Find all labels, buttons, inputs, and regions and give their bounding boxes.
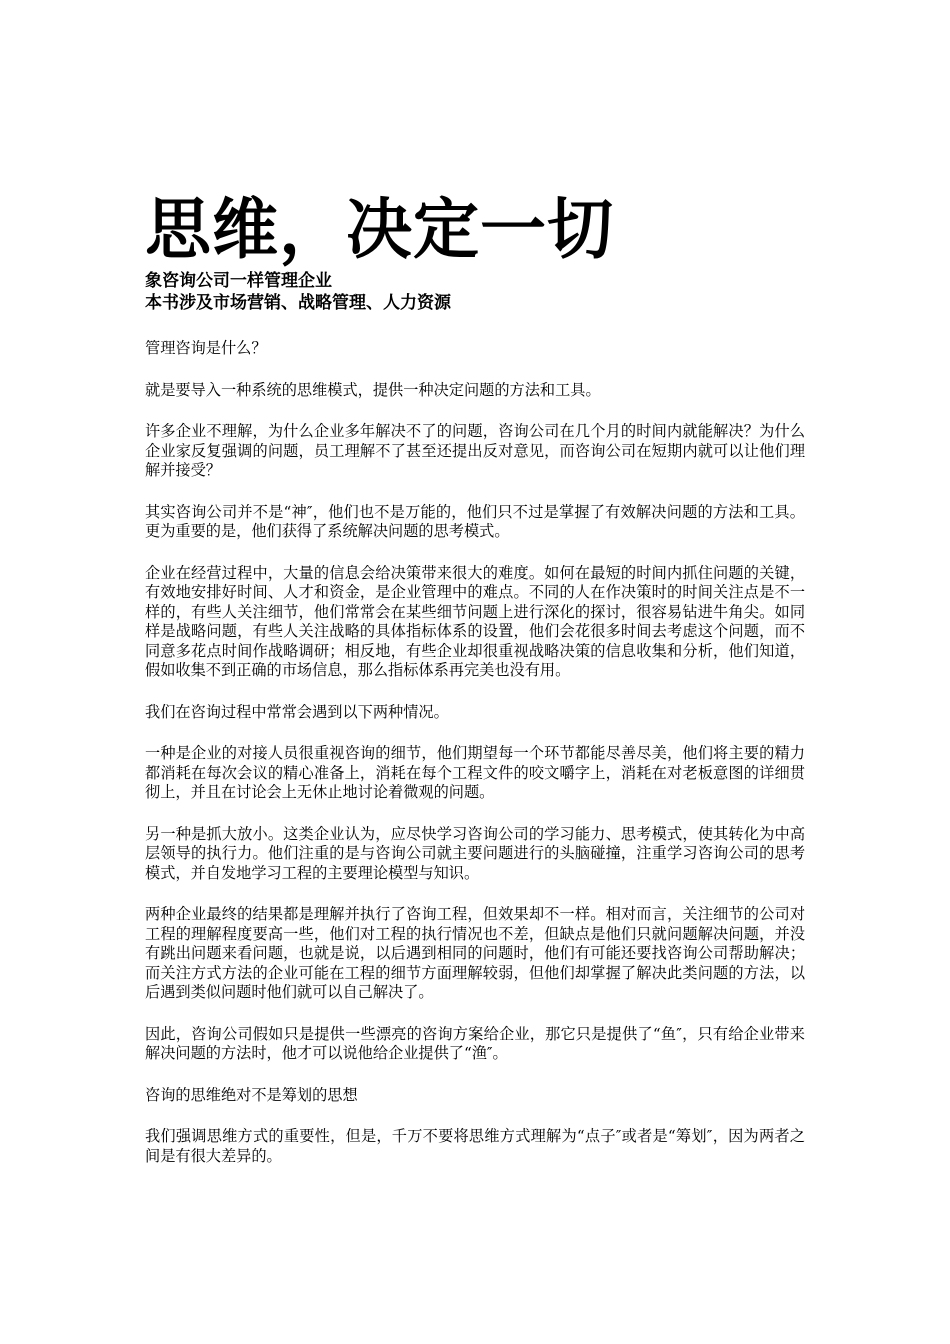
section-heading: 咨询的思维绝对不是筹划的思想 [145, 1085, 358, 1104]
paragraph-8: 另一种是抓大放小。这类企业认为，应尽快学习咨询公司的学习能力、思考模式，使其转化为中高层领导的执行力。他们注重的是与咨询公司就主要问题进行的头脑碰撞，注重学习咨询公司的思考模式，并自发地学习工程的主要理论模型与知识。 [145, 824, 805, 882]
paragraph-10: 因此，咨询公司假如只是提供一些漂亮的咨询方案给企业，那它只是提供了“鱼″，只有给企业带来解决问题的方法时，他才可以说他给企业提供了“渔″。 [145, 1024, 805, 1062]
paragraph-5: 企业在经营过程中，大量的信息会给决策带来很大的难度。如何在最短的时间内抓住问题的关键，有效地安排好时间、人才和资金，是企业管理中的难点。不同的人在作决策时的时间关注点是不一样的，有些人关注细节，他们常常会在某些细节问题上进行深化的探讨，很容易钻进牛角尖。如同样是战略问题，有些人关注战略的具体指标体系的设置，他们会花很多时间去考虑这个问题，而不同意多花点时间作战略调研；相反地，有些企业却很重视战略决策的信息收集和分析，他们知道，假如收集不到正确的市场信息，那么指标体系再完美也没有用。 [145, 563, 805, 679]
document-title: 思维，决定一切 [145, 191, 614, 268]
document-page [145, 190, 805, 1166]
paragraph-4: 其实咨询公司并不是“神″，他们也不是万能的，他们只不过是掌握了有效解决问题的方法和工具。更为重要的是，他们获得了系统解决问题的思考模式。 [145, 502, 805, 540]
paragraph-6: 我们在咨询过程中常常会遇到以下两种情况。 [145, 702, 449, 721]
paragraph-11: 我们强调思维方式的重要性，但是，千万不要将思维方式理解为“点子″或者是“筹划″，因为两者之间是有很大差异的。 [145, 1127, 805, 1165]
paragraph-3: 许多企业不理解，为什么企业多年解决不了的问题，咨询公司在几个月的时间内就能解决？为什么企业家反复强调的问题，员工理解不了甚至还提出反对意见，而咨询公司在短期内就可以让他们理解并接受？ [145, 422, 805, 479]
paragraph-1: 管理咨询是什么？ [145, 339, 267, 357]
subtitle-1: 象咨询公司一样管理企业 [145, 271, 332, 291]
paragraph-2: 就是要导入一种系统的思维模式，提供一种决定问题的方法和工具。 [145, 380, 601, 399]
paragraph-9: 两种企业最终的结果都是理解并执行了咨询工程，但效果却不一样。相对而言，关注细节的公司对工程的理解程度要高一些，他们对工程的执行情况也不差，但缺点是他们只就问题解决问题，并没有跳出问题来看问题，也就是说，以后遇到相同的问题时，他们有可能还要找咨询公司帮助解决；而关注方式方法的企业可能在工程的细节方面理解较弱，但他们却掌握了解决此类问题的方法，以后遇到类似问题时他们就可以自己解决了。 [145, 905, 805, 1001]
subtitle-2: 本书涉及市场营销、战略管理、人力资源 [145, 293, 451, 313]
paragraph-7: 一种是企业的对接人员很重视咨询的细节，他们期望每一个环节都能尽善尽美，他们将主要的精力都消耗在每次会议的精心准备上，消耗在每个工程文件的咬文嚼字上，消耗在对老板意图的详细贯彻上，并且在讨论会上无休止地讨论着微观的问题。 [145, 744, 805, 801]
